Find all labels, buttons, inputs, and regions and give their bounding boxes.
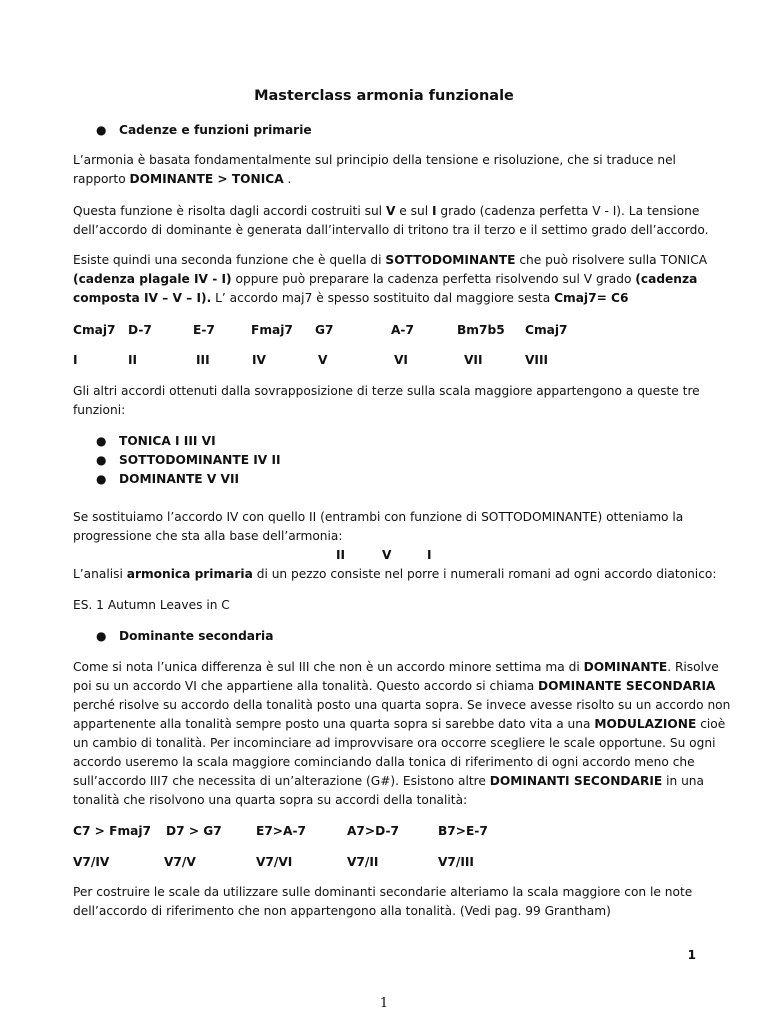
degree-label: VII <box>464 353 483 367</box>
section-heading-cadenze: Cadenze e funzioni primarie <box>119 123 312 137</box>
bullet-icon: ● <box>96 123 107 137</box>
paragraph-line: funzioni: <box>73 403 126 417</box>
progression-degree: V <box>382 548 392 562</box>
degree-label: V <box>318 353 328 367</box>
paragraph-line: Gli altri accordi ottenuti dalla sovrapposizione di terze sulla scala maggiore appartengono a queste tre <box>73 384 700 398</box>
list-item: TONICA I III VI <box>119 434 216 448</box>
secondary-dominant-label: V7/II <box>347 855 379 869</box>
document-title: Masterclass armonia funzionale <box>254 88 514 104</box>
footer-page-number: 1 <box>379 996 389 1011</box>
paragraph-line: L’armonia è basata fondamentalmente sul principio della tensione e risoluzione, che si traduce nel <box>73 153 676 167</box>
paragraph-line: sull’accordo III7 che necessita di un’alterazione (G#). Esistono altre DOMINANTI SECONDARIE in una <box>73 774 704 788</box>
paragraph-line: Esiste quindi una seconda funzione che è quella di SOTTODOMINANTE che può risolvere sulla TONICA <box>73 253 708 267</box>
bullet-icon: ● <box>96 629 107 643</box>
chord-label: E-7 <box>193 323 215 337</box>
bullet-icon: ● <box>96 434 107 448</box>
degree-label: II <box>128 353 138 367</box>
degree-label: III <box>196 353 210 367</box>
page-number: 1 <box>687 948 696 962</box>
degree-label: VI <box>394 353 408 367</box>
paragraph-line: appartenente alla tonalità sempre posto una quarta sopra si sarebbe dato vita a una MODULAZIONE cioè <box>73 717 726 731</box>
paragraph-line: Questa funzione è risolta dagli accordi costruiti sul V e sul I grado (cadenza perfetta V - I). La tensione <box>73 204 700 218</box>
chord-label: D-7 <box>128 323 152 337</box>
paragraph-line: tonalità che risolvono una quarta sopra su accordi della tonalità: <box>73 793 468 807</box>
secondary-dominant-chord: C7 > Fmaj7 <box>73 824 152 838</box>
chord-label: Cmaj7 <box>73 323 116 337</box>
list-item: SOTTODOMINANTE IV II <box>119 453 281 467</box>
paragraph-line: dell’accordo di dominante è generata dall’intervallo di tritono tra il terzo e il settimo grado dell’accordo. <box>73 223 709 237</box>
paragraph-line: perché risolve su accordo della tonalità posto una quarta sopra. Se invece avesse risolto su un accordo non <box>73 698 731 712</box>
paragraph-line: progressione che sta alla base dell’armonia: <box>73 529 343 543</box>
degree-label: VIII <box>525 353 549 367</box>
progression-degree: II <box>336 548 346 562</box>
paragraph-line: accordo useremo la scala maggiore cominciando dalla tonica di riferimento di ogni accordo meno che <box>73 755 695 769</box>
paragraph-line: Come si nota l’unica differenza è sul III che non è un accordo minore settima ma di DOMINANTE. Risolve <box>73 660 719 674</box>
paragraph-line: rapporto DOMINANTE > TONICA . <box>73 172 292 186</box>
chord-label: Cmaj7 <box>525 323 568 337</box>
paragraph-line: Se sostituiamo l’accordo IV con quello II (entrambi con funzione di SOTTODOMINANTE) otteniamo la <box>73 510 684 524</box>
list-item: DOMINANTE V VII <box>119 472 240 486</box>
example-label: ES. 1 Autumn Leaves in C <box>73 598 230 612</box>
paragraph-line: Per costruire le scale da utilizzare sulle dominanti secondarie alteriamo la scala maggiore con le note <box>73 885 693 899</box>
progression-degree: I <box>427 548 432 562</box>
paragraph-line: (cadenza plagale IV - I) oppure può preparare la cadenza perfetta risolvendo sul V grado (cadenza <box>73 272 698 286</box>
secondary-dominant-chord: A7>D-7 <box>347 824 400 838</box>
chord-label: A-7 <box>391 323 414 337</box>
paragraph-line: poi su un accordo VI che appartiene alla tonalità. Questo accordo si chiama DOMINANTE SECONDARIA <box>73 679 716 693</box>
paragraph-line: L’analisi armonica primaria di un pezzo consiste nel porre i numerali romani ad ogni accordo diatonico: <box>73 567 717 581</box>
chord-label: Fmaj7 <box>251 323 293 337</box>
secondary-dominant-chord: E7>A-7 <box>256 824 306 838</box>
secondary-dominant-label: V7/IV <box>73 855 110 869</box>
secondary-dominant-chord: B7>E-7 <box>438 824 488 838</box>
degree-label: IV <box>252 353 266 367</box>
secondary-dominant-label: V7/III <box>438 855 474 869</box>
chord-label: Bm7b5 <box>457 323 505 337</box>
secondary-dominant-chord: D7 > G7 <box>166 824 222 838</box>
degree-label: I <box>73 353 78 367</box>
bullet-icon: ● <box>96 453 107 467</box>
paragraph-line: dell’accordo di riferimento che non appartengono alla tonalità. (Vedi pag. 99 Grantham) <box>73 904 611 918</box>
paragraph-line: un cambio di tonalità. Per incominciare ad improvvisare ora occorre scegliere le scale opportune. Su ogni <box>73 736 716 750</box>
secondary-dominant-label: V7/VI <box>256 855 293 869</box>
secondary-dominant-label: V7/V <box>164 855 196 869</box>
chord-label: G7 <box>315 323 334 337</box>
bullet-icon: ● <box>96 472 107 486</box>
paragraph-line: composta IV – V – I). L’ accordo maj7 è spesso sostituito dal maggiore sesta Cmaj7= C6 <box>73 291 629 305</box>
section-heading-dominante: Dominante secondaria <box>119 629 274 643</box>
